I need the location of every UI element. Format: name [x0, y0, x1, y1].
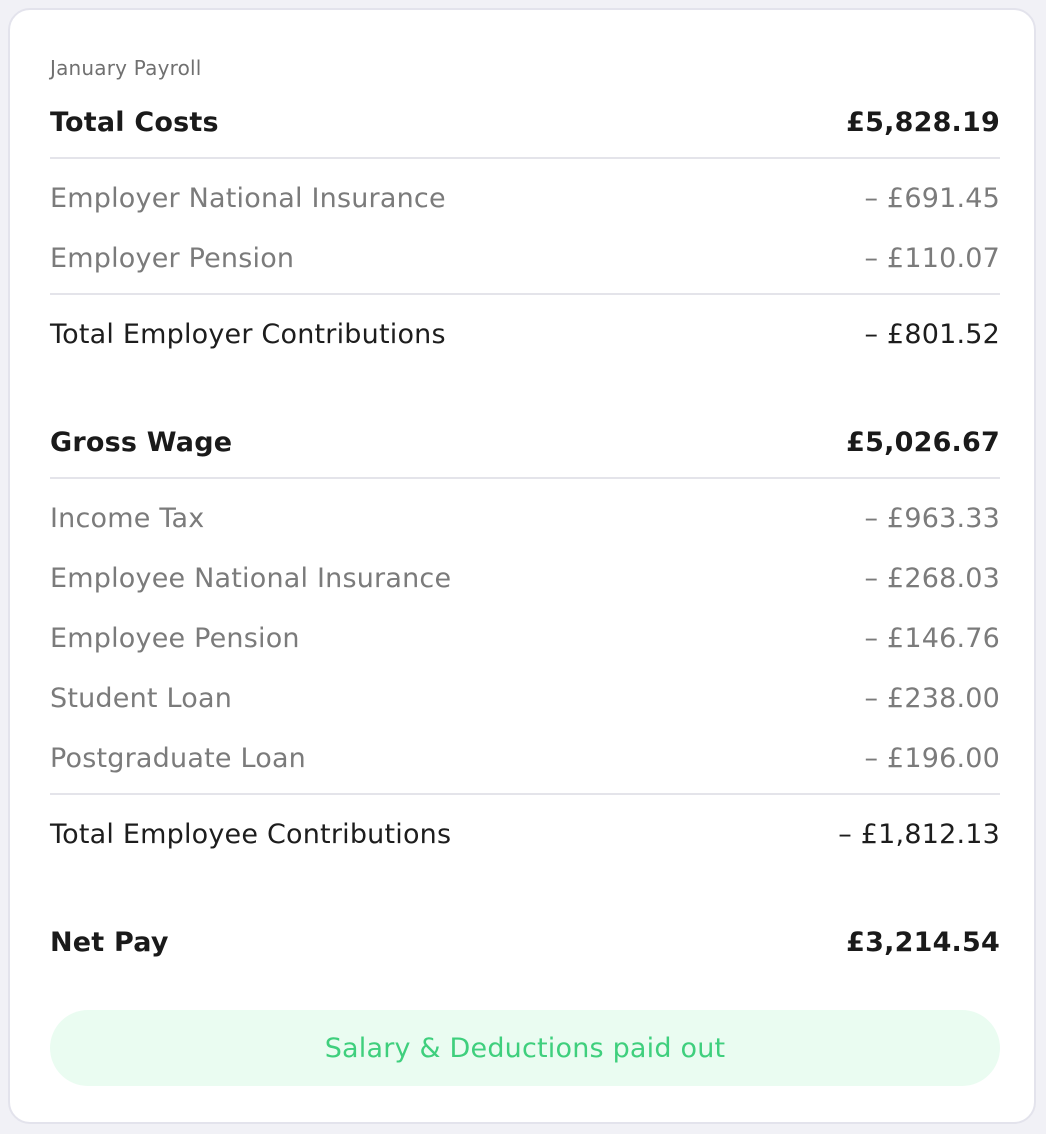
payroll-period-caption: January Payroll — [50, 56, 202, 80]
student-loan-label: Student Loan — [50, 682, 233, 714]
income-tax-label: Income Tax — [50, 502, 205, 534]
total-employer-contributions-label: Total Employer Contributions — [50, 318, 446, 350]
employee-national-insurance-amount: – £268.03 — [864, 562, 1000, 594]
total-costs-row — [50, 102, 1000, 142]
total-employee-contributions-amount: – £1,812.13 — [838, 818, 1000, 850]
paid-out-status-label: Salary & Deductions paid out — [324, 1032, 726, 1064]
employee-pension-label: Employee Pension — [50, 622, 300, 654]
net-pay-amount: £3,214.54 — [846, 926, 1000, 958]
gross-wage-amount: £5,026.67 — [846, 426, 1000, 458]
employer-national-insurance-row — [50, 178, 1000, 218]
total-employer-contributions-amount: – £801.52 — [864, 318, 1000, 350]
total-costs-amount: £5,828.19 — [846, 106, 1000, 138]
total-employee-contributions-label: Total Employee Contributions — [50, 818, 452, 850]
net-pay-row — [50, 922, 1000, 962]
total-employee-contributions-row — [50, 814, 1000, 854]
income-tax-amount: – £963.33 — [864, 502, 1000, 534]
postgraduate-loan-row — [50, 738, 1000, 778]
divider — [50, 157, 1000, 159]
employer-pension-label: Employer Pension — [50, 242, 295, 274]
divider — [50, 293, 1000, 295]
employee-national-insurance-label: Employee National Insurance — [50, 562, 452, 594]
divider — [50, 793, 1000, 795]
postgraduate-loan-label: Postgraduate Loan — [50, 742, 306, 774]
payroll-summary-card — [8, 8, 1036, 1124]
employee-pension-row — [50, 618, 1000, 658]
student-loan-row — [50, 678, 1000, 718]
employer-pension-amount: – £110.07 — [864, 242, 1000, 274]
employer-pension-row — [50, 238, 1000, 278]
total-employer-contributions-row — [50, 314, 1000, 354]
total-costs-label: Total Costs — [50, 106, 219, 138]
student-loan-amount: – £238.00 — [864, 682, 1000, 714]
gross-wage-row — [50, 422, 1000, 462]
net-pay-label: Net Pay — [50, 926, 169, 958]
employer-national-insurance-amount: – £691.45 — [864, 182, 1000, 214]
divider — [50, 477, 1000, 479]
paid-out-status-badge — [50, 1010, 1000, 1086]
gross-wage-label: Gross Wage — [50, 426, 233, 458]
employee-pension-amount: – £146.76 — [864, 622, 1000, 654]
income-tax-row — [50, 498, 1000, 538]
employee-national-insurance-row — [50, 558, 1000, 598]
postgraduate-loan-amount: – £196.00 — [864, 742, 1000, 774]
employer-national-insurance-label: Employer National Insurance — [50, 182, 446, 214]
